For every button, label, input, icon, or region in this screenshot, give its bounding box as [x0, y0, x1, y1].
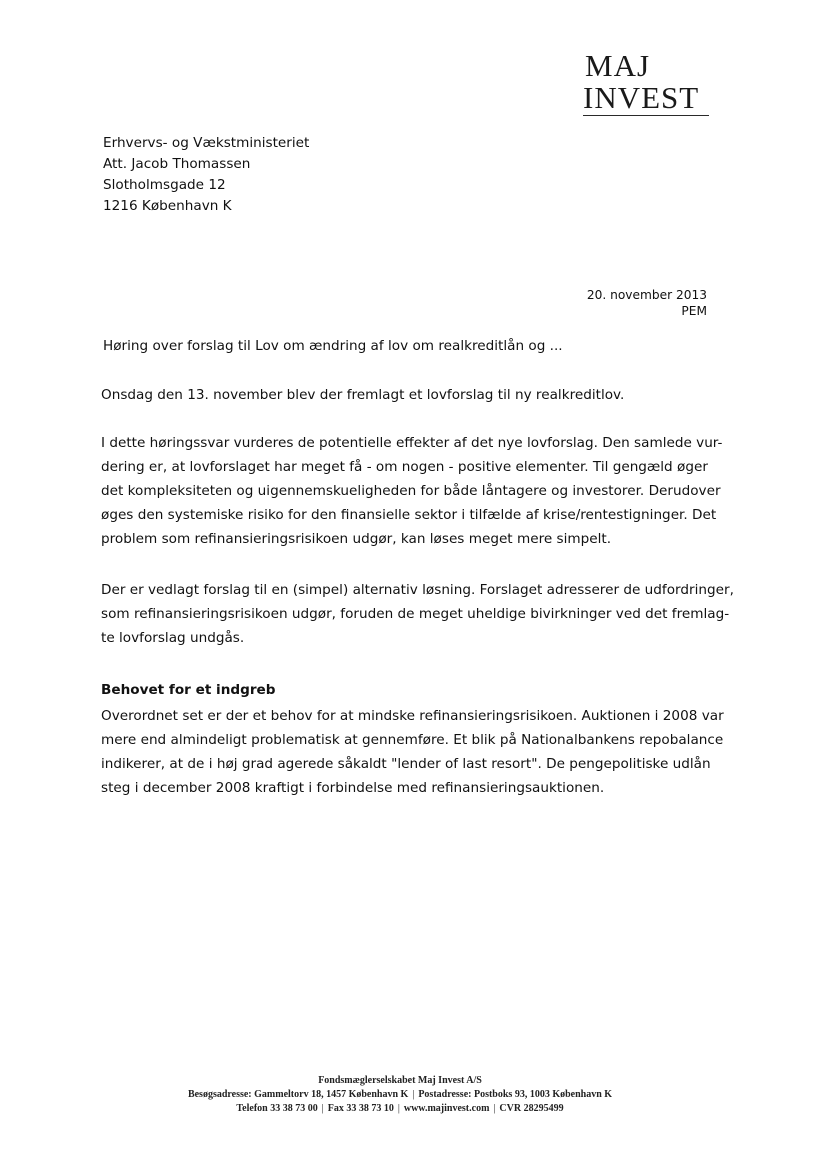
- letter-subject: Høring over forslag til Lov om ændring af lov om realkreditlån og ...: [103, 338, 563, 354]
- paragraph-line: det kompleksiteten og uigennemskueligheden for både låntagere og investorer. Derudover: [101, 483, 721, 499]
- footer-website: www.majinvest.com: [403, 1103, 490, 1114]
- recipient-address: [103, 133, 309, 217]
- footer-visit-address: Besøgsadresse: Gammeltorv 18, 1457 København K: [187, 1089, 409, 1100]
- footer-separator: |: [493, 1103, 496, 1114]
- paragraph-line: mere end almindeligt problematisk at gennemføre. Et blik på Nationalbankens repobalance: [101, 732, 724, 748]
- paragraph-need: [101, 704, 724, 800]
- date-block: [587, 287, 707, 319]
- paragraph-line: te lovforslag undgås.: [101, 630, 245, 646]
- section-heading: Behovet for et indgreb: [101, 682, 276, 698]
- paragraph-assessment: [101, 431, 723, 551]
- footer-separator: |: [412, 1089, 415, 1100]
- paragraph-line: Overordnet set er der et behov for at mindske refinansieringsrisikoen. Auktionen i 2008 var: [101, 708, 724, 724]
- paragraph-line: Onsdag den 13. november blev der fremlagt et lovforslag til ny realkreditlov.: [101, 387, 625, 403]
- company-logo: [583, 50, 709, 116]
- paragraph-line: Der er vedlagt forslag til en (simpel) alternativ løsning. Forslaget adresserer de udfordringer,: [101, 582, 734, 598]
- letter-date: 20. november 2013: [586, 288, 707, 302]
- logo-underline: [583, 115, 709, 116]
- logo-line-maj: MAJ: [585, 48, 651, 83]
- footer-phone: Telefon 33 38 73 00: [236, 1103, 318, 1114]
- logo-line-invest: INVEST: [583, 80, 700, 115]
- letterhead-footer: [0, 1074, 800, 1116]
- footer-separator: |: [321, 1103, 324, 1114]
- recipient-city: 1216 København K: [103, 198, 232, 214]
- footer-addresses: [0, 1088, 800, 1102]
- footer-contact: [0, 1102, 800, 1116]
- paragraph-line: som refinansieringsrisikoen udgør, foruden de meget uheldige bivirkninger ved det fremlag-: [101, 606, 730, 622]
- paragraph-alternative: [101, 578, 734, 650]
- paragraph-line: I dette høringssvar vurderes de potentielle effekter af det nye lovforslag. Den samlede vur-: [101, 435, 723, 451]
- paragraph-line: indikerer, at de i høj grad agerede såkaldt "lender of last resort". De pengepolitiske udlån: [101, 756, 711, 772]
- recipient-attention: Att. Jacob Thomassen: [103, 156, 251, 172]
- footer-cvr: CVR 28295499: [499, 1103, 564, 1114]
- footer-separator: |: [397, 1103, 400, 1114]
- footer-post-address: Postadresse: Postboks 93, 1003 København K: [418, 1089, 613, 1100]
- sender-initials: PEM: [681, 304, 707, 318]
- recipient-ministry: Erhvervs- og Vækstministeriet: [103, 135, 310, 151]
- footer-fax: Fax 33 38 73 10: [327, 1103, 394, 1114]
- footer-company: Fondsmæglerselskabet Maj Invest A/S: [318, 1075, 482, 1086]
- paragraph-intro: [101, 383, 709, 407]
- paragraph-line: øges den systemiske risiko for den finansielle sektor i tilfælde af krise/rentestigninger. Det: [101, 507, 717, 523]
- recipient-street: Slotholmsgade 12: [103, 177, 226, 193]
- paragraph-line: steg i december 2008 kraftigt i forbindelse med refinansieringsauktionen.: [101, 780, 605, 796]
- paragraph-line: dering er, at lovforslaget har meget få - om nogen - positive elementer. Til gengæld øger: [101, 459, 708, 475]
- paragraph-line: problem som refinansieringsrisikoen udgør, kan løses meget mere simpelt.: [101, 531, 612, 547]
